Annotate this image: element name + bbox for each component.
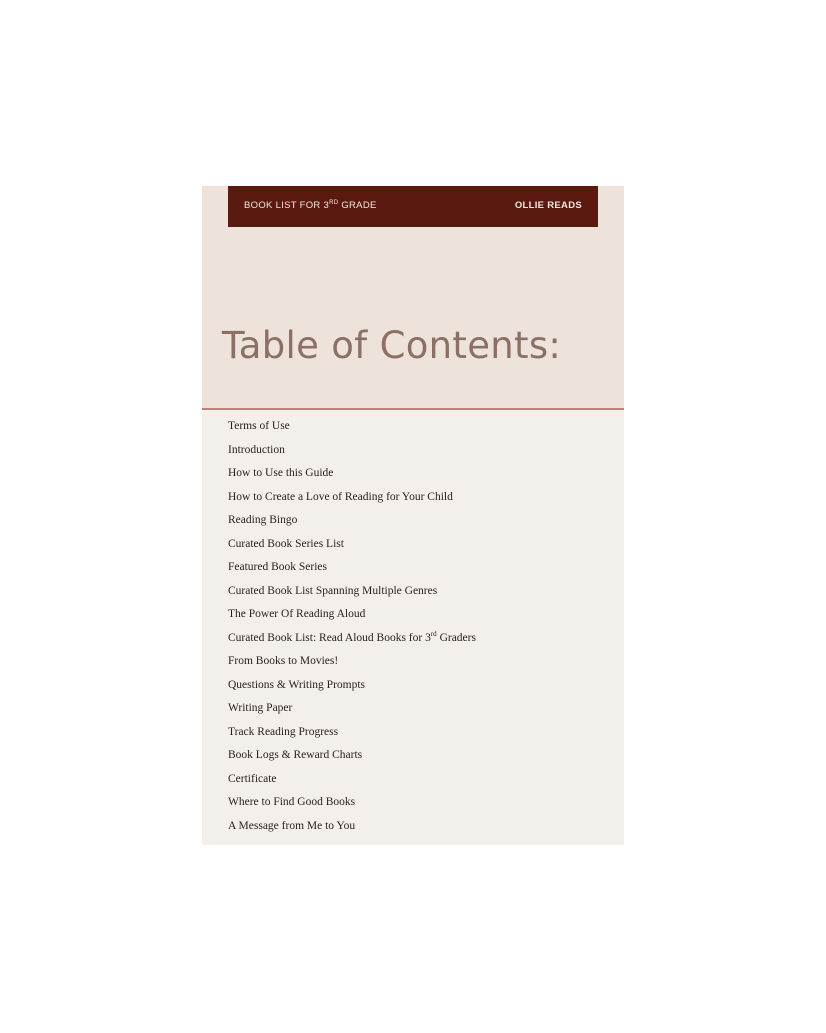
toc-item-label: Curated Book List: Read Aloud Books for 3 bbox=[228, 631, 431, 644]
toc-item[interactable] bbox=[228, 439, 476, 463]
header-subtitle-suffix: GRADE bbox=[338, 200, 377, 211]
header-subtitle-ordinal: RD bbox=[329, 199, 339, 206]
toc-item-label: Introduction bbox=[228, 443, 285, 456]
toc-item[interactable] bbox=[228, 533, 476, 557]
toc-item[interactable] bbox=[228, 509, 476, 533]
title-divider bbox=[202, 408, 624, 410]
toc-item-label: A Message from Me to You bbox=[228, 819, 356, 832]
toc-item[interactable] bbox=[228, 744, 476, 768]
toc-item[interactable] bbox=[228, 556, 476, 580]
toc-item[interactable] bbox=[228, 674, 476, 698]
toc-item-label: Terms of Use bbox=[228, 420, 290, 432]
toc-item-label: How to Use this Guide bbox=[228, 467, 334, 479]
toc-item[interactable] bbox=[228, 415, 476, 439]
toc-item-label: Book Logs & Reward Charts bbox=[228, 749, 363, 761]
toc-item[interactable] bbox=[228, 721, 476, 745]
toc-item-ordinal: rd bbox=[430, 629, 437, 638]
header-subtitle-prefix: BOOK LIST FOR 3 bbox=[244, 200, 330, 211]
toc-item-label: Featured Book Series bbox=[228, 561, 328, 573]
toc-item[interactable] bbox=[228, 650, 476, 674]
toc-item-label: Curated Book Series List bbox=[228, 537, 344, 550]
page-title: Table of Contents: bbox=[222, 324, 562, 367]
header-subtitle bbox=[244, 200, 377, 211]
toc-list bbox=[228, 415, 476, 838]
toc-item-label: Curated Book List Spanning Multiple Genres bbox=[228, 584, 438, 597]
toc-item[interactable] bbox=[228, 791, 476, 815]
toc-item[interactable] bbox=[228, 603, 476, 627]
toc-item-label: Reading Bingo bbox=[228, 514, 298, 526]
toc-item-label: Track Reading Progress bbox=[228, 725, 339, 738]
toc-item[interactable] bbox=[228, 815, 476, 839]
brand-name: OLLIE READS bbox=[514, 200, 582, 211]
toc-item-label: From Books to Movies! bbox=[228, 655, 339, 667]
toc-item[interactable] bbox=[228, 462, 476, 486]
toc-item[interactable] bbox=[228, 697, 476, 721]
toc-item[interactable] bbox=[228, 768, 476, 792]
document-page bbox=[202, 186, 624, 845]
toc-item-label: The Power Of Reading Aloud bbox=[228, 608, 366, 620]
toc-item[interactable] bbox=[228, 627, 476, 651]
header-bar bbox=[228, 186, 598, 227]
toc-item[interactable] bbox=[228, 580, 476, 604]
title-panel bbox=[202, 186, 624, 408]
toc-item[interactable] bbox=[228, 486, 476, 510]
toc-item-label: How to Create a Love of Reading for Your Child bbox=[228, 490, 453, 503]
toc-item-label: Questions & Writing Prompts bbox=[228, 678, 366, 691]
toc-item-label-suffix: Graders bbox=[436, 631, 476, 644]
toc-item-label: Writing Paper bbox=[228, 702, 293, 714]
toc-item-label: Certificate bbox=[228, 772, 277, 785]
toc-item-label: Where to Find Good Books bbox=[228, 796, 356, 808]
